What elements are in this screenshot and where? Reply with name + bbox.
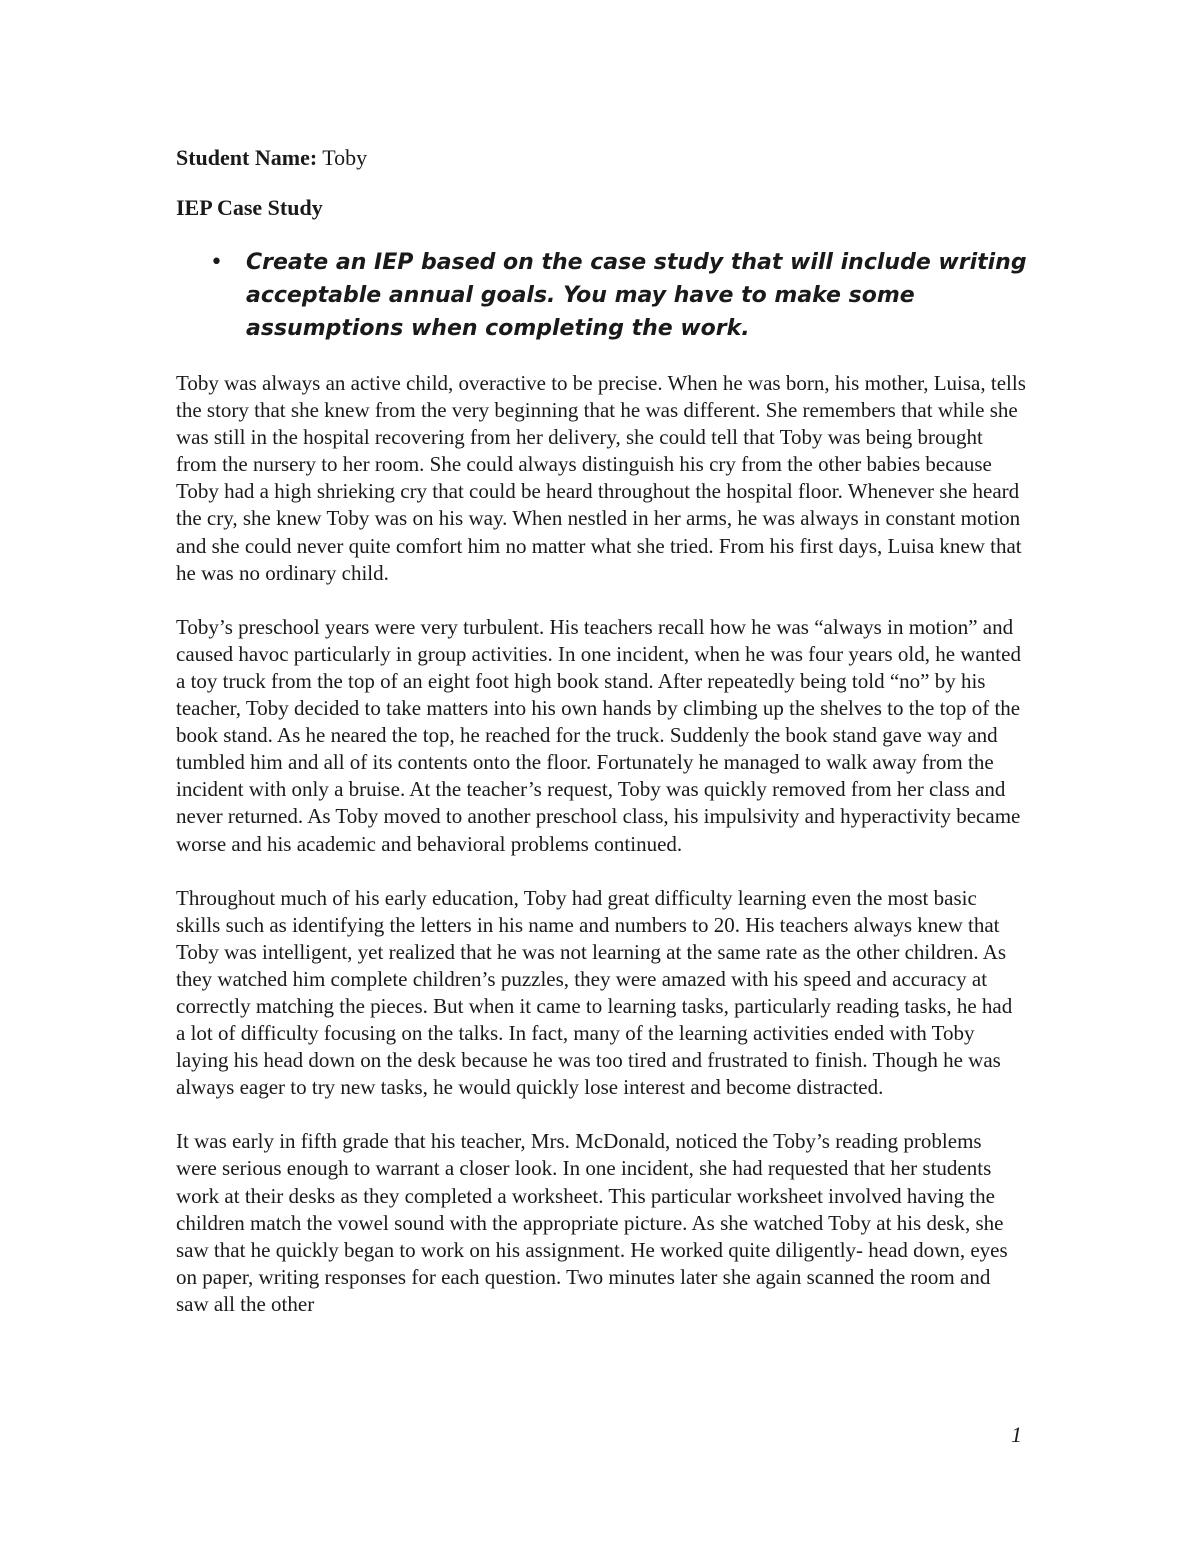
student-name-label: Student Name: [176,145,318,170]
paragraph-2: Toby’s preschool years were very turbulent. His teachers recall how he was “always in motion” and caused havoc particularly in group activities. In one incident, when he was four years old, he wanted a toy truck from the top of an eight foot high book stand. After repeatedly being told “no” by his teacher, Toby decided to take matters into his own hands by climbing up the shelves to the top of the book stand. As he neared the top, he reached for the truck. Suddenly the book stand gave way and tumbled him and all of its contents onto the floor. Fortunately he managed to walk away from the incident with only a bruise. At the teacher’s request, Toby was quickly removed from her class and never returned. As Toby moved to another preschool class, his impulsivity and hyperactivity became worse and his academic and behavioral problems continued. [176,614,1021,856]
case-study-body [176,370,1026,1345]
instruction-bullet-item [210,246,1040,345]
paragraph-1: Toby was always an active child, overactive to be precise. When he was born, his mother, Luisa, tells the story that she knew from the very beginning that he was different. She remembers that while she was still in the hospital recovering from her delivery, she could tell that Toby was being brought from the nursery to her room. She could always distinguish his cry from the other babies because Toby had a high shrieking cry that could be heard throughout the hospital floor. Whenever she heard the cry, she knew Toby was on his way. When nestled in her arms, he was always in constant motion and she could never quite comfort him no matter what she tried. From his first days, Luisa knew that he was no ordinary child. [176,371,1026,585]
bullet-icon: • [210,250,223,275]
instruction-text: Create an IEP based on the case study that will include writing acceptable annual goals. You may have to make some assumptions when completing the work. [246,250,1027,341]
student-name-line [176,144,367,172]
paragraph-3: Throughout much of his early education, Toby had great difficulty learning even the most basic skills such as identifying the letters in his name and numbers to 20. His teachers always knew that Toby was intelligent, yet realized that he was not learning at the same rate as the other children. As they watched him complete children’s puzzles, they were amazed with his speed and accuracy at correctly matching the pieces. But when it came to learning tasks, particularly reading tasks, he had a lot of difficulty focusing on the talks. In fact, many of the learning activities ended with Toby laying his head down on the desk because he was too tired and frustrated to finish. Though he was always eager to try new tasks, he would quickly lose interest and become distracted. [176,885,1013,1100]
paragraph-4: It was early in fifth grade that his teacher, Mrs. McDonald, noticed the Toby’s reading problems were serious enough to warrant a closer look. In one incident, she had requested that her students work at their desks as they completed a worksheet. This particular worksheet involved having the children match the vowel sound with the appropriate picture. As she watched Toby at his desk, she saw that he quickly began to work on his assignment. He worked quite diligently- head down, eyes on paper, writing responses for each question. Two minutes later she again scanned the room and saw all the other [176,1129,1008,1316]
page-number: 1 [1011,1422,1022,1447]
case-study-title: IEP Case Study [176,195,323,220]
student-name-value: Toby [322,145,368,170]
